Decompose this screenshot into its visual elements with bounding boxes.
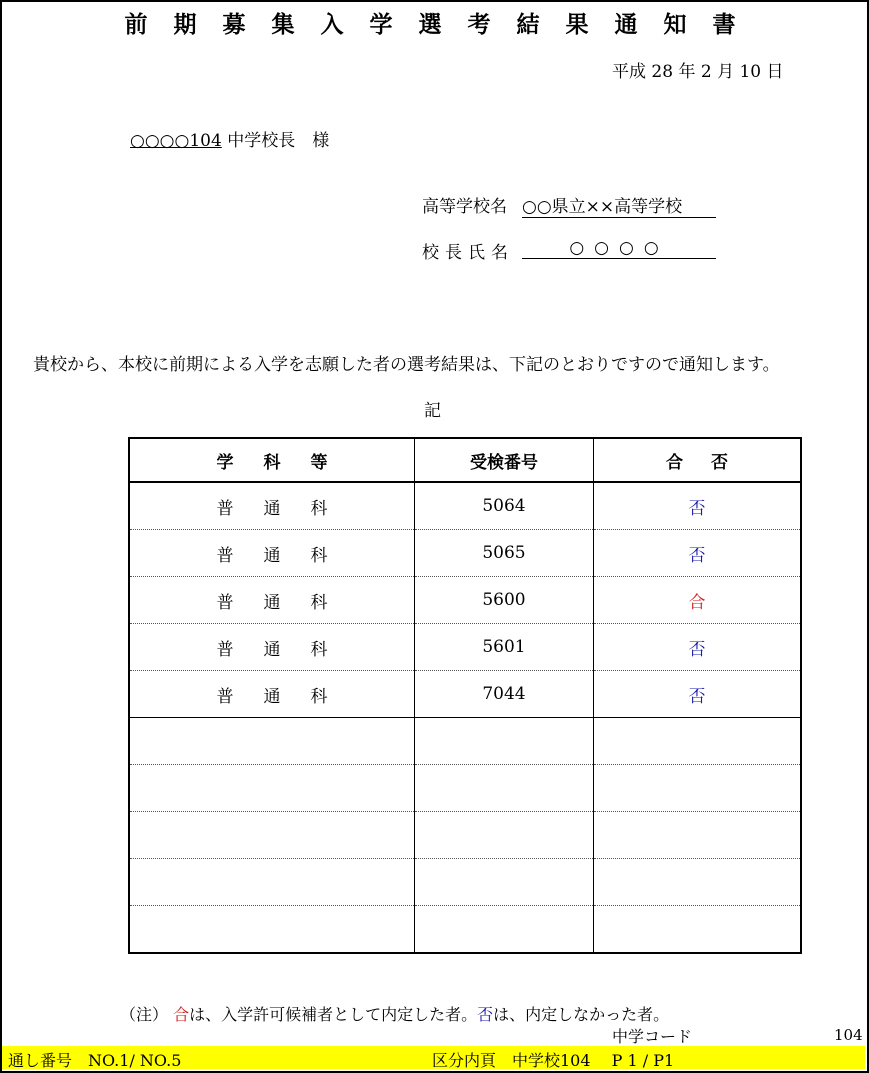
result-cell: 合: [594, 577, 802, 624]
footer-bar: [2, 1046, 865, 1069]
table-row: [129, 577, 801, 624]
empty-table-row: [129, 812, 801, 859]
header-result: 合否: [594, 438, 802, 482]
result-cell: 否: [594, 530, 802, 577]
exam-number-cell: 5601: [415, 624, 594, 671]
exam-number-cell: 5064: [415, 482, 594, 530]
department-cell: 普通科: [129, 624, 415, 671]
result-cell: 否: [594, 482, 802, 530]
principal-label: 校長氏名: [422, 243, 514, 263]
addressee: [130, 126, 329, 151]
note-prefix: （注）: [120, 1005, 169, 1024]
school-name-value: ○○県立××高等学校: [522, 192, 716, 218]
footer-section-page: 区分内頁 中学校104 P 1 / P1: [432, 1051, 675, 1070]
legend-note: [120, 1002, 669, 1025]
exam-number-cell: 7044: [415, 671, 594, 718]
exam-number-cell: 5065: [415, 530, 594, 577]
document-title: 前 期 募 集 入 学 選 考 結 果 通 知 書: [124, 11, 745, 38]
empty-table-row: [129, 906, 801, 954]
table-header-row: [129, 438, 801, 482]
exam-number-cell: 5600: [415, 577, 594, 624]
empty-table-row: [129, 765, 801, 812]
pass-description: は、入学許可候補者として内定した者。: [189, 1005, 478, 1024]
empty-table-row: [129, 859, 801, 906]
footer-serial-number: 通し番号 NO.1/ NO.5: [8, 1051, 182, 1070]
pass-mark: 合: [173, 1005, 190, 1024]
header-exam-number: 受検番号: [415, 438, 594, 482]
header-department: 学科等: [129, 438, 415, 482]
result-cell: 否: [594, 624, 802, 671]
body-text: 貴校から、本校に前期による入学を志願した者の選考結果は、下記のとおりですので通知します。: [33, 355, 780, 375]
result-cell: 否: [594, 671, 802, 718]
table-row: [129, 624, 801, 671]
school-name-label: 高等学校名: [422, 197, 507, 217]
ki-heading: 記: [424, 401, 441, 421]
middle-school-code-label: 中学コード: [612, 1027, 693, 1046]
table-row: [129, 530, 801, 577]
department-cell: 普通科: [129, 530, 415, 577]
results-table: [128, 437, 802, 954]
table-row: [129, 482, 801, 530]
fail-description: は、内定しなかった者。: [493, 1005, 670, 1024]
fail-mark: 否: [477, 1005, 494, 1024]
addressee-suffix: 中学校長 様: [227, 131, 330, 151]
table-row: [129, 671, 801, 718]
addressee-name: ○○○○104: [130, 131, 222, 151]
issue-date: 平成 28 年 2 月 10 日: [612, 62, 784, 82]
principal-name: ○○○○: [522, 238, 716, 259]
department-cell: 普通科: [129, 671, 415, 718]
middle-school-code-value: 104: [834, 1026, 863, 1044]
department-cell: 普通科: [129, 482, 415, 530]
department-cell: 普通科: [129, 577, 415, 624]
empty-table-row: [129, 718, 801, 765]
